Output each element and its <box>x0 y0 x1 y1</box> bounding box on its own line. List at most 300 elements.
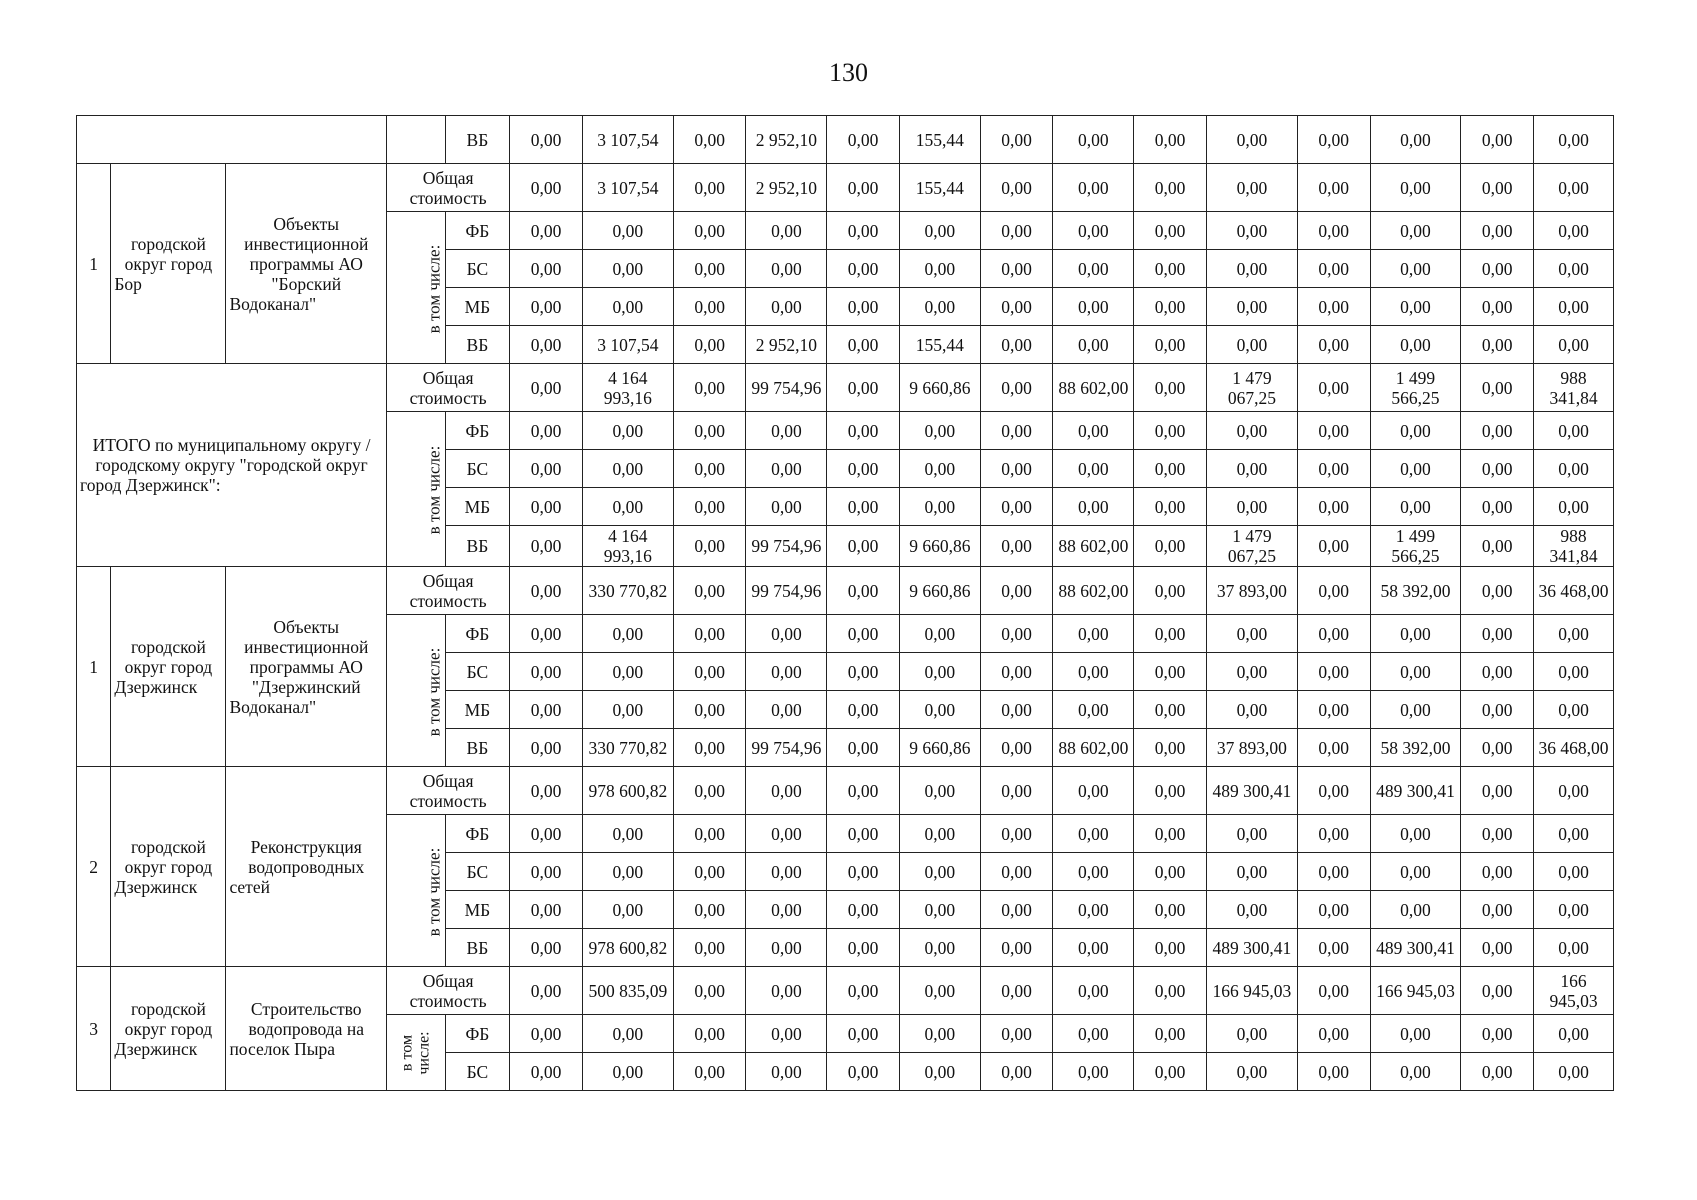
value-cell: 37 893,00 <box>1206 729 1297 767</box>
fund-label: ФБ <box>445 412 510 450</box>
value-cell: 0,00 <box>1534 1015 1614 1053</box>
value-cell: 0,00 <box>1534 1053 1614 1091</box>
value-cell: 0,00 <box>827 615 900 653</box>
total-label: Общая стоимость <box>387 767 510 815</box>
value-cell: 0,00 <box>827 326 900 364</box>
value-cell: 0,00 <box>1461 488 1534 526</box>
value-cell: 0,00 <box>673 967 746 1015</box>
value-cell: 0,00 <box>1461 164 1534 212</box>
value-cell: 0,00 <box>1297 412 1370 450</box>
value-cell: 0,00 <box>1134 853 1207 891</box>
value-cell: 0,00 <box>1461 412 1534 450</box>
value-cell: 0,00 <box>1297 288 1370 326</box>
value-cell: 0,00 <box>510 691 583 729</box>
value-cell: 0,00 <box>1370 326 1461 364</box>
value-cell: 0,00 <box>827 488 900 526</box>
value-cell: 0,00 <box>827 729 900 767</box>
value-cell: 0,00 <box>1297 488 1370 526</box>
value-cell: 0,00 <box>1534 412 1614 450</box>
value-cell: 0,00 <box>1297 526 1370 567</box>
value-cell: 0,00 <box>1461 1053 1534 1091</box>
value-cell: 3 107,54 <box>582 164 673 212</box>
value-cell: 0,00 <box>899 250 980 288</box>
value-cell: 0,00 <box>899 853 980 891</box>
fund-label: ФБ <box>445 615 510 653</box>
value-cell: 0,00 <box>899 1015 980 1053</box>
value-cell: 0,00 <box>746 815 827 853</box>
fund-label: ФБ <box>445 1015 510 1053</box>
value-cell: 0,00 <box>1206 488 1297 526</box>
fund-label: МБ <box>445 691 510 729</box>
value-cell: 0,00 <box>1461 729 1534 767</box>
value-cell: 0,00 <box>980 567 1053 615</box>
value-cell: 0,00 <box>1053 767 1134 815</box>
value-cell: 0,00 <box>899 412 980 450</box>
value-cell: 0,00 <box>827 116 900 164</box>
value-cell: 0,00 <box>746 1053 827 1091</box>
value-cell: 0,00 <box>1297 450 1370 488</box>
value-cell: 88 602,00 <box>1053 364 1134 412</box>
value-cell: 0,00 <box>827 967 900 1015</box>
value-cell: 0,00 <box>1461 116 1534 164</box>
row-number: 3 <box>77 967 111 1091</box>
value-cell: 0,00 <box>582 691 673 729</box>
value-cell: 0,00 <box>1053 853 1134 891</box>
value-cell: 88 602,00 <box>1053 729 1134 767</box>
value-cell: 0,00 <box>1370 212 1461 250</box>
value-cell: 0,00 <box>746 891 827 929</box>
value-cell: 0,00 <box>1134 488 1207 526</box>
value-cell: 0,00 <box>1206 653 1297 691</box>
value-cell: 0,00 <box>1134 615 1207 653</box>
value-cell: 0,00 <box>1053 116 1134 164</box>
value-cell: 0,00 <box>673 615 746 653</box>
value-cell: 0,00 <box>510 526 583 567</box>
value-cell: 1 479 067,25 <box>1206 526 1297 567</box>
value-cell: 0,00 <box>827 364 900 412</box>
value-cell: 0,00 <box>827 815 900 853</box>
value-cell: 0,00 <box>582 815 673 853</box>
value-cell: 0,00 <box>1053 488 1134 526</box>
value-cell: 0,00 <box>1297 891 1370 929</box>
value-cell: 0,00 <box>1461 526 1534 567</box>
value-cell: 500 835,09 <box>582 967 673 1015</box>
value-cell: 0,00 <box>673 250 746 288</box>
in-total-line-2: числе: <box>415 1030 433 1075</box>
value-cell: 0,00 <box>1297 729 1370 767</box>
value-cell: 0,00 <box>1370 250 1461 288</box>
fund-label: ВБ <box>445 326 510 364</box>
value-cell: 0,00 <box>980 326 1053 364</box>
value-cell: 0,00 <box>980 853 1053 891</box>
in-total-text <box>399 1031 433 1074</box>
value-cell: 2 952,10 <box>746 326 827 364</box>
value-cell: 0,00 <box>980 815 1053 853</box>
value-cell: 0,00 <box>1297 929 1370 967</box>
value-cell: 0,00 <box>510 729 583 767</box>
value-cell: 0,00 <box>1053 164 1134 212</box>
value-cell: 0,00 <box>827 853 900 891</box>
value-cell: 0,00 <box>746 767 827 815</box>
value-cell: 0,00 <box>673 653 746 691</box>
value-cell: 0,00 <box>1134 288 1207 326</box>
value-cell: 0,00 <box>1206 1015 1297 1053</box>
value-cell: 0,00 <box>673 164 746 212</box>
value-cell: 0,00 <box>1134 326 1207 364</box>
value-cell: 0,00 <box>1534 691 1614 729</box>
value-cell: 0,00 <box>1053 691 1134 729</box>
value-cell: 166 945,03 <box>1206 967 1297 1015</box>
value-cell: 0,00 <box>582 891 673 929</box>
fund-label: БС <box>445 250 510 288</box>
value-cell: 0,00 <box>673 767 746 815</box>
empty-cell <box>77 116 387 164</box>
fund-label: ВБ <box>445 526 510 567</box>
row-number: 2 <box>77 767 111 967</box>
fund-label: ФБ <box>445 815 510 853</box>
value-cell: 0,00 <box>1461 691 1534 729</box>
value-cell: 0,00 <box>1461 929 1534 967</box>
value-cell: 0,00 <box>1297 326 1370 364</box>
value-cell: 0,00 <box>1370 615 1461 653</box>
budget-table <box>76 115 1614 1091</box>
value-cell: 88 602,00 <box>1053 567 1134 615</box>
value-cell: 0,00 <box>1297 767 1370 815</box>
value-cell: 0,00 <box>1297 1015 1370 1053</box>
value-cell: 0,00 <box>673 567 746 615</box>
territory-cell: городской округ город Дзержинск <box>111 767 226 967</box>
value-cell: 99 754,96 <box>746 526 827 567</box>
value-cell: 0,00 <box>1053 891 1134 929</box>
value-cell: 0,00 <box>827 450 900 488</box>
value-cell: 0,00 <box>510 615 583 653</box>
value-cell: 0,00 <box>1461 567 1534 615</box>
in-total-label <box>387 212 446 364</box>
value-cell: 0,00 <box>1134 567 1207 615</box>
value-cell: 0,00 <box>1534 116 1614 164</box>
value-cell: 0,00 <box>1461 326 1534 364</box>
value-cell: 0,00 <box>980 212 1053 250</box>
value-cell: 0,00 <box>1370 488 1461 526</box>
value-cell: 0,00 <box>980 288 1053 326</box>
value-cell: 0,00 <box>1134 212 1207 250</box>
value-cell: 0,00 <box>582 1015 673 1053</box>
value-cell: 0,00 <box>746 250 827 288</box>
value-cell: 330 770,82 <box>582 567 673 615</box>
value-cell: 0,00 <box>746 929 827 967</box>
value-cell: 0,00 <box>1461 1015 1534 1053</box>
value-cell: 2 952,10 <box>746 164 827 212</box>
value-cell: 3 107,54 <box>582 326 673 364</box>
value-cell: 166 945,03 <box>1370 967 1461 1015</box>
value-cell: 0,00 <box>827 567 900 615</box>
value-cell: 0,00 <box>899 615 980 653</box>
fund-label: МБ <box>445 891 510 929</box>
value-cell: 0,00 <box>746 1015 827 1053</box>
fund-label: ФБ <box>445 212 510 250</box>
table-row <box>77 767 1614 815</box>
value-cell: 0,00 <box>582 288 673 326</box>
value-cell: 0,00 <box>1534 767 1614 815</box>
value-cell: 0,00 <box>1461 250 1534 288</box>
value-cell: 0,00 <box>899 288 980 326</box>
value-cell: 0,00 <box>1206 891 1297 929</box>
value-cell: 155,44 <box>899 326 980 364</box>
value-cell: 0,00 <box>980 250 1053 288</box>
value-cell: 0,00 <box>1053 1053 1134 1091</box>
value-cell: 0,00 <box>746 653 827 691</box>
value-cell: 0,00 <box>827 1053 900 1091</box>
value-cell: 0,00 <box>510 412 583 450</box>
value-cell: 0,00 <box>673 326 746 364</box>
value-cell: 0,00 <box>1461 364 1534 412</box>
value-cell: 0,00 <box>1461 967 1534 1015</box>
value-cell: 0,00 <box>1053 967 1134 1015</box>
value-cell: 0,00 <box>1534 653 1614 691</box>
value-cell: 0,00 <box>1134 250 1207 288</box>
value-cell: 0,00 <box>510 288 583 326</box>
territory-cell: городской округ город Дзержинск <box>111 967 226 1091</box>
value-cell: 0,00 <box>510 364 583 412</box>
value-cell: 0,00 <box>1053 450 1134 488</box>
value-cell: 0,00 <box>1534 815 1614 853</box>
value-cell: 0,00 <box>1297 1053 1370 1091</box>
value-cell: 0,00 <box>510 567 583 615</box>
fund-label: ВБ <box>445 116 510 164</box>
value-cell: 0,00 <box>827 691 900 729</box>
value-cell: 0,00 <box>1206 212 1297 250</box>
value-cell: 0,00 <box>1206 116 1297 164</box>
value-cell: 988 341,84 <box>1534 364 1614 412</box>
value-cell: 58 392,00 <box>1370 729 1461 767</box>
value-cell: 0,00 <box>746 412 827 450</box>
value-cell: 0,00 <box>673 929 746 967</box>
fund-label: ВБ <box>445 729 510 767</box>
value-cell: 0,00 <box>827 1015 900 1053</box>
value-cell: 0,00 <box>673 1015 746 1053</box>
value-cell: 0,00 <box>582 212 673 250</box>
in-total-label <box>387 1015 446 1091</box>
value-cell: 0,00 <box>1053 326 1134 364</box>
total-label: Общая стоимость <box>387 364 510 412</box>
value-cell: 0,00 <box>673 288 746 326</box>
value-cell: 0,00 <box>827 288 900 326</box>
value-cell: 0,00 <box>673 1053 746 1091</box>
value-cell: 37 893,00 <box>1206 567 1297 615</box>
value-cell: 0,00 <box>899 488 980 526</box>
value-cell: 0,00 <box>1297 250 1370 288</box>
value-cell: 0,00 <box>1297 815 1370 853</box>
value-cell: 0,00 <box>510 450 583 488</box>
value-cell: 0,00 <box>1370 691 1461 729</box>
value-cell: 0,00 <box>1461 815 1534 853</box>
value-cell: 0,00 <box>673 853 746 891</box>
total-label: Общая стоимость <box>387 567 510 615</box>
row-number: 1 <box>77 164 111 364</box>
value-cell: 0,00 <box>673 891 746 929</box>
value-cell: 0,00 <box>746 450 827 488</box>
value-cell: 0,00 <box>1534 615 1614 653</box>
value-cell: 0,00 <box>1297 116 1370 164</box>
value-cell: 0,00 <box>980 729 1053 767</box>
value-cell: 0,00 <box>1134 1053 1207 1091</box>
value-cell: 0,00 <box>1370 1053 1461 1091</box>
value-cell: 0,00 <box>1053 815 1134 853</box>
object-cell: Строительство водопровода на поселок Пыра <box>226 967 387 1091</box>
value-cell: 0,00 <box>510 488 583 526</box>
value-cell: 489 300,41 <box>1206 767 1297 815</box>
value-cell: 0,00 <box>1370 853 1461 891</box>
value-cell: 0,00 <box>1534 853 1614 891</box>
value-cell: 0,00 <box>510 212 583 250</box>
value-cell: 0,00 <box>980 526 1053 567</box>
fund-label: МБ <box>445 488 510 526</box>
in-total-text: в том числе: <box>424 847 444 936</box>
value-cell: 0,00 <box>980 691 1053 729</box>
value-cell: 0,00 <box>827 767 900 815</box>
value-cell: 0,00 <box>1053 288 1134 326</box>
value-cell: 0,00 <box>1134 116 1207 164</box>
value-cell: 2 952,10 <box>746 116 827 164</box>
value-cell: 1 499 566,25 <box>1370 526 1461 567</box>
value-cell: 0,00 <box>746 967 827 1015</box>
value-cell: 155,44 <box>899 116 980 164</box>
value-cell: 0,00 <box>1534 212 1614 250</box>
value-cell: 9 660,86 <box>899 364 980 412</box>
value-cell: 0,00 <box>1206 1053 1297 1091</box>
object-cell: Объекты инвестиционной программы АО "Борский Водоканал" <box>226 164 387 364</box>
value-cell: 0,00 <box>1370 653 1461 691</box>
value-cell: 99 754,96 <box>746 729 827 767</box>
value-cell: 0,00 <box>980 412 1053 450</box>
value-cell: 0,00 <box>1297 967 1370 1015</box>
itogo-label: ИТОГО по муниципальному округу / городскому округу "городской округ город Дзержинск": <box>77 364 387 567</box>
value-cell: 0,00 <box>980 967 1053 1015</box>
value-cell: 988 341,84 <box>1534 526 1614 567</box>
value-cell: 1 499 566,25 <box>1370 364 1461 412</box>
value-cell: 0,00 <box>582 250 673 288</box>
value-cell: 0,00 <box>510 653 583 691</box>
value-cell: 0,00 <box>1534 164 1614 212</box>
value-cell: 1 479 067,25 <box>1206 364 1297 412</box>
value-cell: 0,00 <box>827 653 900 691</box>
fund-label: БС <box>445 450 510 488</box>
value-cell: 0,00 <box>673 488 746 526</box>
value-cell: 0,00 <box>746 691 827 729</box>
value-cell: 0,00 <box>1297 364 1370 412</box>
value-cell: 0,00 <box>1534 450 1614 488</box>
value-cell: 0,00 <box>899 1053 980 1091</box>
value-cell: 36 468,00 <box>1534 567 1614 615</box>
value-cell: 0,00 <box>746 488 827 526</box>
value-cell: 4 164 993,16 <box>582 364 673 412</box>
value-cell: 0,00 <box>899 691 980 729</box>
value-cell: 0,00 <box>980 1053 1053 1091</box>
value-cell: 0,00 <box>899 967 980 1015</box>
in-total-text: в том числе: <box>424 244 444 333</box>
in-total-label <box>387 412 446 567</box>
fund-label: БС <box>445 653 510 691</box>
value-cell: 0,00 <box>510 250 583 288</box>
value-cell: 0,00 <box>1370 815 1461 853</box>
value-cell: 0,00 <box>1206 450 1297 488</box>
in-total-line-1: в том <box>398 1034 416 1071</box>
value-cell: 9 660,86 <box>899 729 980 767</box>
value-cell: 0,00 <box>1370 288 1461 326</box>
value-cell: 0,00 <box>980 653 1053 691</box>
value-cell: 0,00 <box>899 891 980 929</box>
value-cell: 0,00 <box>510 1015 583 1053</box>
value-cell: 0,00 <box>827 212 900 250</box>
value-cell: 0,00 <box>1297 164 1370 212</box>
value-cell: 0,00 <box>510 929 583 967</box>
territory-cell: городской округ город Дзержинск <box>111 567 226 767</box>
value-cell: 0,00 <box>673 526 746 567</box>
value-cell: 0,00 <box>1134 967 1207 1015</box>
value-cell: 9 660,86 <box>899 526 980 567</box>
fund-label: БС <box>445 1053 510 1091</box>
table-row <box>77 567 1614 615</box>
value-cell: 0,00 <box>827 526 900 567</box>
value-cell: 155,44 <box>899 164 980 212</box>
value-cell: 0,00 <box>1297 212 1370 250</box>
value-cell: 0,00 <box>1370 891 1461 929</box>
value-cell: 0,00 <box>1461 615 1534 653</box>
table-row <box>77 116 1614 164</box>
value-cell: 0,00 <box>1534 929 1614 967</box>
value-cell: 0,00 <box>1053 653 1134 691</box>
value-cell: 0,00 <box>980 450 1053 488</box>
value-cell: 978 600,82 <box>582 929 673 967</box>
value-cell: 978 600,82 <box>582 767 673 815</box>
value-cell: 0,00 <box>1297 653 1370 691</box>
value-cell: 0,00 <box>1053 412 1134 450</box>
value-cell: 0,00 <box>673 364 746 412</box>
value-cell: 0,00 <box>582 653 673 691</box>
value-cell: 0,00 <box>1370 116 1461 164</box>
value-cell: 0,00 <box>1461 450 1534 488</box>
value-cell: 0,00 <box>980 488 1053 526</box>
value-cell: 0,00 <box>1053 212 1134 250</box>
value-cell: 0,00 <box>1053 929 1134 967</box>
value-cell: 0,00 <box>510 891 583 929</box>
value-cell: 0,00 <box>1297 615 1370 653</box>
value-cell: 0,00 <box>673 729 746 767</box>
value-cell: 0,00 <box>673 412 746 450</box>
value-cell: 0,00 <box>1297 853 1370 891</box>
value-cell: 0,00 <box>980 1015 1053 1053</box>
value-cell: 0,00 <box>1534 488 1614 526</box>
value-cell: 0,00 <box>827 929 900 967</box>
value-cell: 0,00 <box>1206 288 1297 326</box>
value-cell: 0,00 <box>980 767 1053 815</box>
value-cell: 0,00 <box>1134 450 1207 488</box>
value-cell: 0,00 <box>1461 853 1534 891</box>
value-cell: 0,00 <box>899 212 980 250</box>
value-cell: 0,00 <box>1206 250 1297 288</box>
empty-cell <box>387 116 446 164</box>
value-cell: 0,00 <box>980 929 1053 967</box>
value-cell: 0,00 <box>1370 164 1461 212</box>
value-cell: 0,00 <box>582 853 673 891</box>
value-cell: 0,00 <box>827 250 900 288</box>
value-cell: 0,00 <box>673 691 746 729</box>
in-total-text: в том числе: <box>424 445 444 535</box>
value-cell: 0,00 <box>510 853 583 891</box>
value-cell: 4 164 993,16 <box>582 526 673 567</box>
value-cell: 0,00 <box>510 767 583 815</box>
value-cell: 0,00 <box>1134 526 1207 567</box>
